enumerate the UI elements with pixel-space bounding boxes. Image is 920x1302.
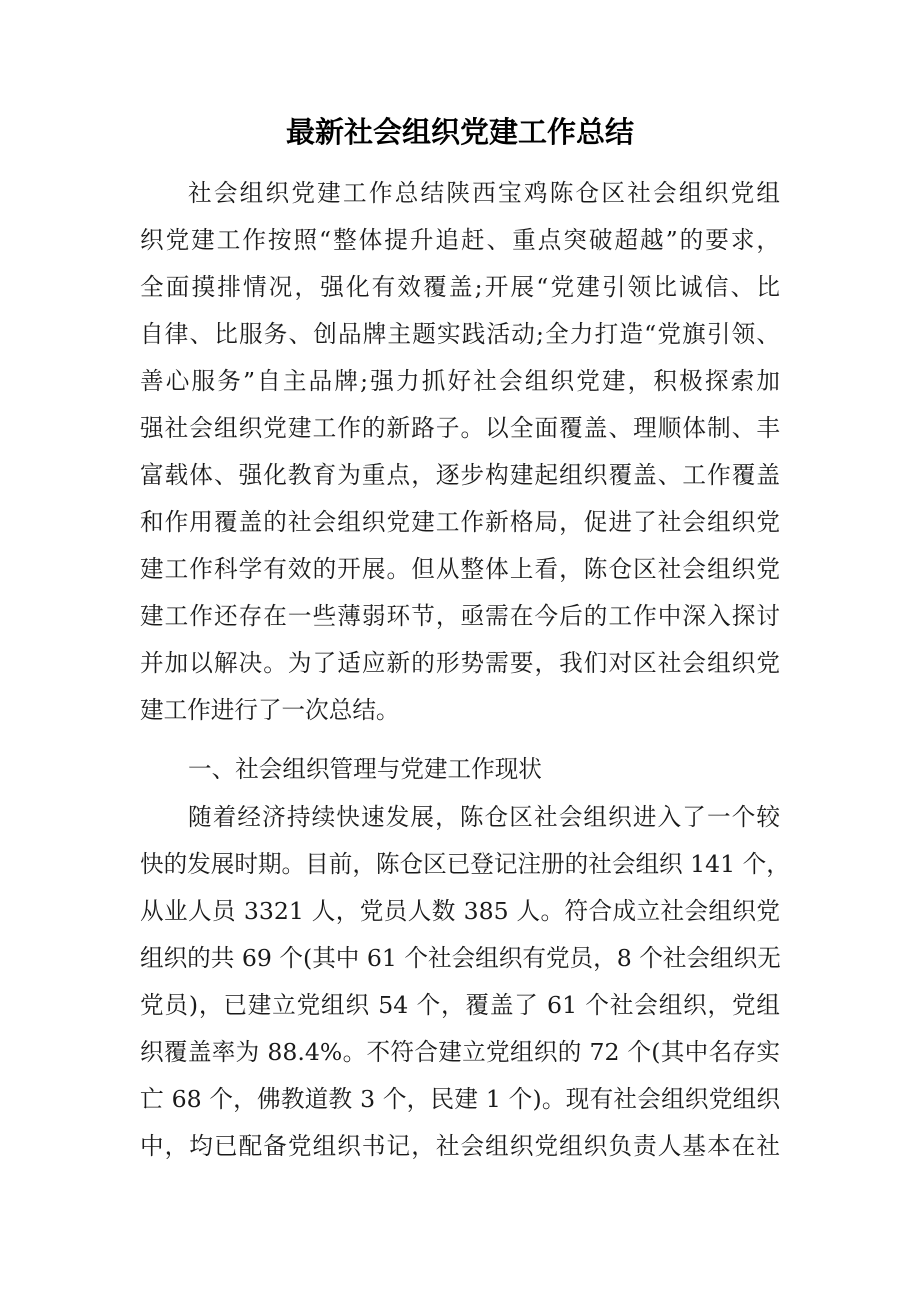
text-line: 党员)，已建立党组织 54 个，覆盖了 61 个社会组织，党组 [140, 991, 780, 1019]
paragraph-status [140, 794, 790, 1170]
text-line: 自律、比服务、创品牌主题实践活动;全力打造“党旗引领、 [140, 320, 780, 348]
text-line: 建工作还存在一些薄弱环节，亟需在今后的工作中深入探讨 [140, 602, 780, 630]
text-line: 从业人员 3321 人，党员人数 385 人。符合成立社会组织党 [140, 897, 780, 925]
section-heading [140, 746, 780, 793]
text-line: 全面摸排情况，强化有效覆盖;开展“党建引领比诚信、比 [140, 273, 780, 301]
text-line: 中，均已配备党组织书记，社会组织党组织负责人基本在社 [140, 1132, 780, 1160]
text-line: 善心服务”自主品牌;强力抓好社会组织党建，积极探索加 [140, 367, 780, 395]
text-line: 随着经济持续快速发展，陈仓区社会组织进入了一个较 [188, 803, 780, 831]
text-line: 富载体、强化教育为重点，逐步构建起组织覆盖、工作覆盖 [140, 461, 780, 489]
text-line: 亡 68 个，佛教道教 3 个，民建 1 个)。现有社会组织党组织 [140, 1085, 780, 1113]
text-line: 社会组织党建工作总结陕西宝鸡陈仓区社会组织党组 [188, 179, 780, 207]
text-line: 并加以解决。为了适应新的形势需要，我们对区社会组织党 [140, 649, 780, 677]
text-line: 快的发展时期。目前，陈仓区已登记注册的社会组织 141 个， [140, 850, 790, 878]
section-heading-text: 一、社会组织管理与党建工作现状 [188, 755, 542, 783]
text-line: 建工作科学有效的开展。但从整体上看，陈仓区社会组织党 [140, 555, 780, 583]
text-line: 建工作进行了一次总结。 [140, 696, 400, 724]
text-line: 和作用覆盖的社会组织党建工作新格局，促进了社会组织党 [140, 508, 780, 536]
document-title: 最新社会组织党建工作总结 [285, 115, 634, 149]
paragraph-intro [140, 170, 780, 734]
text-line: 强社会组织党建工作的新路子。以全面覆盖、理顺体制、丰 [140, 414, 780, 442]
text-line: 组织的共 69 个(其中 61 个社会组织有党员，8 个社会组织无 [140, 944, 781, 972]
text-line: 织覆盖率为 88.4%。不符合建立党组织的 72 个(其中名存实 [140, 1038, 780, 1066]
text-line: 织党建工作按照“整体提升追赶、重点突破超越”的要求， [140, 226, 780, 254]
